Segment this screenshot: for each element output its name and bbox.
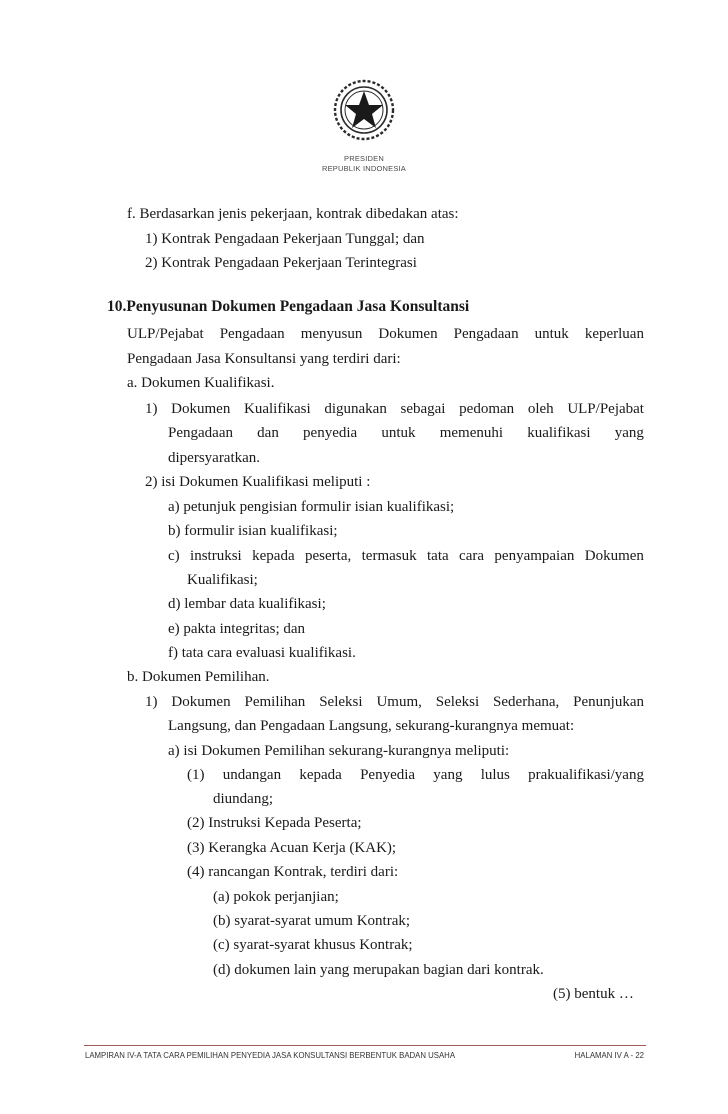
word: Pengadaan xyxy=(219,326,285,342)
emblem-title-line1: PRESIDEN xyxy=(344,154,384,163)
word: kepada xyxy=(299,767,342,783)
word: cara xyxy=(459,548,485,564)
item-b-1-a-4: (4) rancangan Kontrak, terdiri dari: xyxy=(187,864,399,880)
word: digunakan xyxy=(324,401,387,417)
word: kepada xyxy=(252,548,295,564)
item-a-1-line1 xyxy=(145,399,644,419)
footer-page-number: HALAMAN IV A - 22 xyxy=(574,1051,644,1060)
word: instruksi xyxy=(190,548,242,564)
word: Dokumen xyxy=(171,401,231,417)
word: termasuk xyxy=(361,548,417,564)
word: Seleksi xyxy=(435,694,480,710)
item-b-1-a-4-c: (c) syarat-syarat khusus Kontrak; xyxy=(213,937,413,953)
word: Pengadaan xyxy=(453,326,519,342)
word: memenuhi xyxy=(439,425,504,441)
word: Dokumen xyxy=(171,694,231,710)
word: yang xyxy=(614,425,644,441)
section-heading-10: 10.Penyusunan Dokumen Pengadaan Jasa Konsultansi xyxy=(107,298,470,315)
item-b-1-a-1-line1 xyxy=(187,765,644,785)
word: 1) xyxy=(145,401,158,417)
garuda-star-seal-icon xyxy=(332,78,396,142)
word: oleh xyxy=(527,401,554,417)
word: 1) xyxy=(145,694,158,710)
word: untuk xyxy=(381,425,416,441)
word: Sederhana, xyxy=(493,694,560,710)
word: kualifikasi xyxy=(527,425,591,441)
word: Pengadaan xyxy=(168,425,233,441)
word: ULP/Pejabat xyxy=(567,401,644,417)
item-b-1-a-3: (3) Kerangka Acuan Kerja (KAK); xyxy=(187,840,397,856)
item-f-1: 1) Kontrak Pengadaan Pekerjaan Tunggal; dan xyxy=(145,231,425,247)
word: sebagai xyxy=(400,401,446,417)
item-a-2-f: f) tata cara evaluasi kualifikasi. xyxy=(168,645,356,661)
item-a-2-b: b) formulir isian kualifikasi; xyxy=(168,523,338,539)
item-a-2-c-line1 xyxy=(168,546,644,566)
item-b-1-a-4-d: (d) dokumen lain yang merupakan bagian dari kontrak. xyxy=(213,962,544,978)
item-a-2-a: a) petunjuk pengisian formulir isian kualifikasi; xyxy=(168,499,455,515)
item-a-2-d: d) lembar data kualifikasi; xyxy=(168,596,326,612)
item-b-1-a: a) isi Dokumen Pemilihan sekurang-kurangnya meliputi: xyxy=(168,743,510,759)
word: yang xyxy=(433,767,463,783)
item-b-1-a-2: (2) Instruksi Kepada Peserta; xyxy=(187,815,362,831)
word: Penunjukan xyxy=(573,694,644,710)
item-b-1-a-4-b: (b) syarat-syarat umum Kontrak; xyxy=(213,913,411,929)
paragraph-intro-line2: Pengadaan Jasa Konsultansi yang terdiri dari: xyxy=(127,351,401,367)
item-f-2: 2) Kontrak Pengadaan Pekerjaan Terintegrasi xyxy=(145,255,417,271)
item-a-1-line2 xyxy=(168,423,644,443)
word: Dokumen xyxy=(378,326,438,342)
word: c) xyxy=(168,548,180,564)
item-b-1-line1 xyxy=(145,692,644,712)
word: Seleksi xyxy=(319,694,363,710)
word: Penyedia xyxy=(360,767,416,783)
word: Dokumen xyxy=(584,548,644,564)
word: Pemilihan xyxy=(244,694,306,710)
word: Kualifikasi xyxy=(244,401,311,417)
word: peserta, xyxy=(305,548,352,564)
word: penyampaian xyxy=(494,548,575,564)
footer-left-text: LAMPIRAN IV-A TATA CARA PEMILIHAN PENYEDIA JASA KONSULTANSI BERBENTUK BADAN USAHA xyxy=(85,1051,456,1060)
word: Umum, xyxy=(376,694,422,710)
paragraph-intro-line1 xyxy=(127,324,644,344)
item-f: f. Berdasarkan jenis pekerjaan, kontrak dibedakan atas: xyxy=(127,206,459,222)
word: undangan xyxy=(222,767,282,783)
item-a: a. Dokumen Kualifikasi. xyxy=(127,375,275,391)
word: keperluan xyxy=(584,326,644,342)
word: (1) xyxy=(187,767,205,783)
item-b: b. Dokumen Pemilihan. xyxy=(127,669,270,685)
word: lulus xyxy=(480,767,510,783)
word: prakualifikasi/yang xyxy=(528,767,644,783)
item-a-2: 2) isi Dokumen Kualifikasi meliputi : xyxy=(145,474,371,490)
word: penyedia xyxy=(303,425,358,441)
word: dan xyxy=(257,425,279,441)
footer-divider xyxy=(84,1045,646,1046)
word: pedoman xyxy=(459,401,515,417)
item-a-2-e: e) pakta integritas; dan xyxy=(168,621,306,637)
item-a-2-c-line2: Kualifikasi; xyxy=(187,572,258,588)
continuation-marker: (5) bentuk … xyxy=(553,986,634,1002)
item-b-1-line2: Langsung, dan Pengadaan Langsung, sekurang-kurangnya memuat: xyxy=(168,718,575,734)
word: menyusun xyxy=(300,326,363,342)
item-b-1-a-1-line2: diundang; xyxy=(213,791,273,807)
word: ULP/Pejabat xyxy=(127,326,204,342)
item-a-1-line3: dipersyaratkan. xyxy=(168,450,261,466)
word: untuk xyxy=(534,326,569,342)
word: tata xyxy=(427,548,449,564)
presiden-emblem xyxy=(318,78,410,182)
item-b-1-a-4-a: (a) pokok perjanjian; xyxy=(213,889,339,905)
emblem-title-line2: REPUBLIK INDONESIA xyxy=(321,164,407,173)
